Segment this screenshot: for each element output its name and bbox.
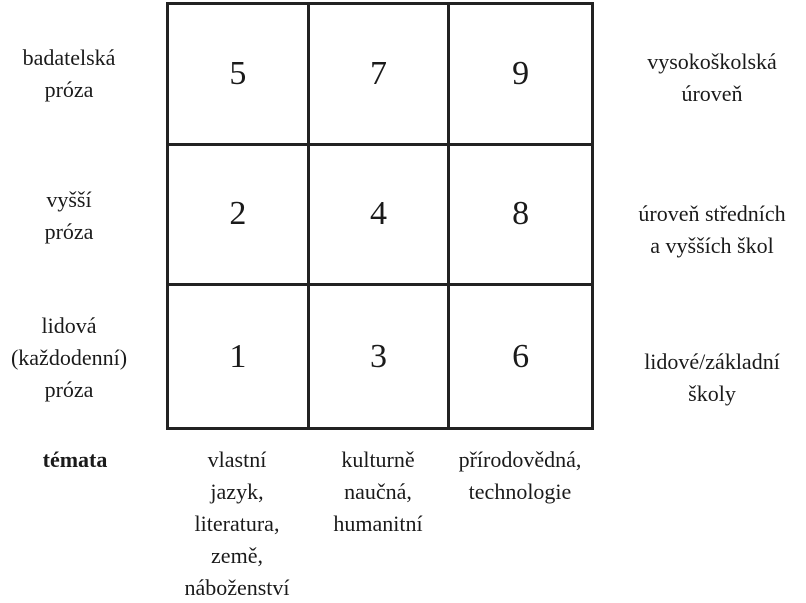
- grid-cell: 5: [169, 5, 310, 146]
- label-line: badatelská: [22, 45, 116, 70]
- label-line: lidové/základní: [644, 349, 780, 374]
- grid-cell: 7: [310, 5, 451, 146]
- label-line: próza: [44, 76, 94, 102]
- label-line: vysokoškolská: [647, 49, 777, 74]
- row-label-higher-prose: [0, 184, 138, 248]
- row-label-university: [618, 46, 806, 110]
- label-line: próza: [44, 218, 94, 244]
- label-line: humanitní: [333, 510, 423, 536]
- column-label-humanities: [298, 444, 458, 540]
- row-label-elementary: [618, 346, 806, 410]
- grid-cell: 9: [450, 5, 591, 146]
- level-topic-grid: [166, 2, 594, 430]
- label-line: technologie: [468, 478, 572, 504]
- row-label-secondary: [618, 198, 806, 262]
- label-line: naučná,: [344, 478, 412, 504]
- label-line: úroveň středních: [638, 201, 786, 226]
- label-line: a vyšších škol: [650, 232, 774, 258]
- column-label-science-technology: [440, 444, 600, 508]
- label-line: vlastní: [207, 447, 267, 472]
- label-line: vyšší: [46, 187, 92, 212]
- grid-cell: 1: [169, 286, 310, 427]
- column-label-language-literature: [157, 444, 317, 603]
- label-line: próza: [44, 376, 94, 402]
- grid-cell: 3: [310, 286, 451, 427]
- label-line: školy: [688, 380, 736, 406]
- label-line: (každodenní): [10, 344, 128, 370]
- label-line: úroveň: [681, 80, 743, 106]
- grid-cell: 8: [450, 146, 591, 287]
- label-line: náboženství: [184, 574, 290, 600]
- label-line: lidová: [41, 313, 97, 338]
- label-line: kulturně: [341, 447, 415, 472]
- row-label-everyday-prose: [0, 310, 138, 406]
- grid-cell: 4: [310, 146, 451, 287]
- label-line: země,: [211, 542, 263, 568]
- topics-axis-label: témata: [42, 447, 108, 472]
- label-line: přírodovědná,: [458, 447, 582, 472]
- label-line: literatura,: [194, 510, 280, 536]
- grid-cell: 2: [169, 146, 310, 287]
- label-line: jazyk,: [210, 478, 264, 504]
- grid-cell: 6: [512, 337, 530, 375]
- row-label-research-prose: [0, 42, 138, 106]
